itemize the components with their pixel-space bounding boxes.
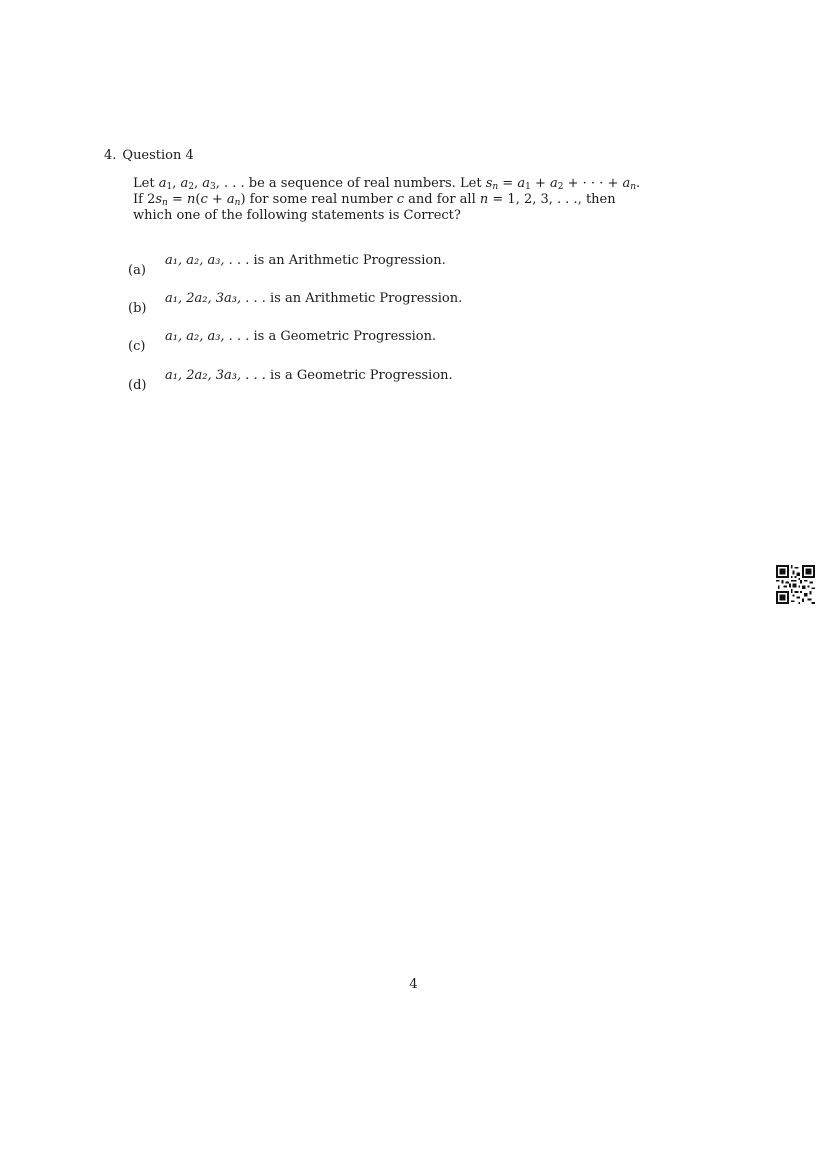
option-statement: is a Geometric Progression. — [265, 368, 453, 383]
option-text — [165, 291, 462, 307]
page-number: 4 — [409, 977, 418, 992]
text-run: + — [207, 192, 227, 207]
option-statement: is an Arithmetic Progression. — [265, 291, 463, 306]
math-sub: 2 — [188, 182, 194, 192]
math-var: s — [155, 192, 163, 207]
math-var: c — [396, 192, 404, 207]
math-var: a — [180, 176, 189, 191]
option-text — [165, 253, 446, 269]
math-sub: n — [162, 198, 168, 208]
math-var: a — [158, 176, 167, 191]
math-sub: n — [234, 198, 241, 208]
math-var: a — [202, 176, 210, 191]
text-run: = — [167, 192, 187, 207]
math-sub: n — [630, 182, 637, 192]
option-label: (d) — [128, 378, 147, 393]
text-run: + — [530, 176, 550, 191]
math-sub: 1 — [525, 182, 531, 192]
text-run: + · · · + — [563, 176, 623, 191]
math-var: c — [200, 192, 208, 207]
text-run: . — [636, 176, 641, 191]
math-var: a — [517, 176, 526, 191]
text-run: ( — [195, 192, 201, 207]
question-title: Question 4 — [122, 148, 194, 163]
question-line-3: which one of the following statements is Correct? — [133, 208, 461, 223]
math-var: n — [479, 192, 489, 207]
question-line-1 — [133, 176, 641, 192]
text-run: , . . . be a sequence of real numbers. Let — [215, 176, 486, 191]
math-var: a — [550, 176, 558, 191]
math-sub: 1 — [166, 182, 173, 192]
math-sub: 3 — [209, 182, 216, 192]
math-var: a — [226, 192, 235, 207]
option-label: (a) — [128, 263, 146, 278]
math-var: s — [485, 176, 493, 191]
option-text — [165, 329, 436, 345]
math-sub: 2 — [557, 182, 564, 192]
text-run: Let — [133, 176, 159, 191]
option-math: a₁, 2a₂, 3a₃, . . . — [165, 291, 266, 306]
question-heading — [104, 148, 194, 164]
math-var: a — [622, 176, 631, 191]
option-label: (b) — [128, 301, 147, 316]
option-math: a₁, a₂, a₃, . . . — [165, 329, 250, 344]
option-label: (c) — [128, 339, 146, 354]
question-body — [133, 176, 641, 224]
option-statement: is an Arithmetic Progression. — [249, 253, 446, 268]
question-number: 4. — [104, 148, 117, 163]
text-run: = 1, 2, 3, . . ., then — [488, 192, 616, 207]
text-run: , — [172, 176, 181, 191]
math-sub: n — [492, 182, 499, 192]
qr-code-icon — [776, 565, 815, 604]
question-line-2 — [133, 192, 616, 208]
option-statement: is a Geometric Progression. — [249, 329, 437, 344]
option-math: a₁, 2a₂, 3a₃, . . . — [165, 368, 266, 383]
text-run: = — [498, 176, 518, 191]
math-var: n — [187, 192, 196, 207]
text-run: and for all — [403, 192, 480, 207]
text-run: , — [193, 176, 203, 191]
text-run: ) for some real number — [240, 192, 397, 207]
text-run: If 2 — [133, 192, 156, 207]
option-math: a₁, a₂, a₃, . . . — [165, 253, 250, 268]
option-text — [165, 368, 453, 384]
